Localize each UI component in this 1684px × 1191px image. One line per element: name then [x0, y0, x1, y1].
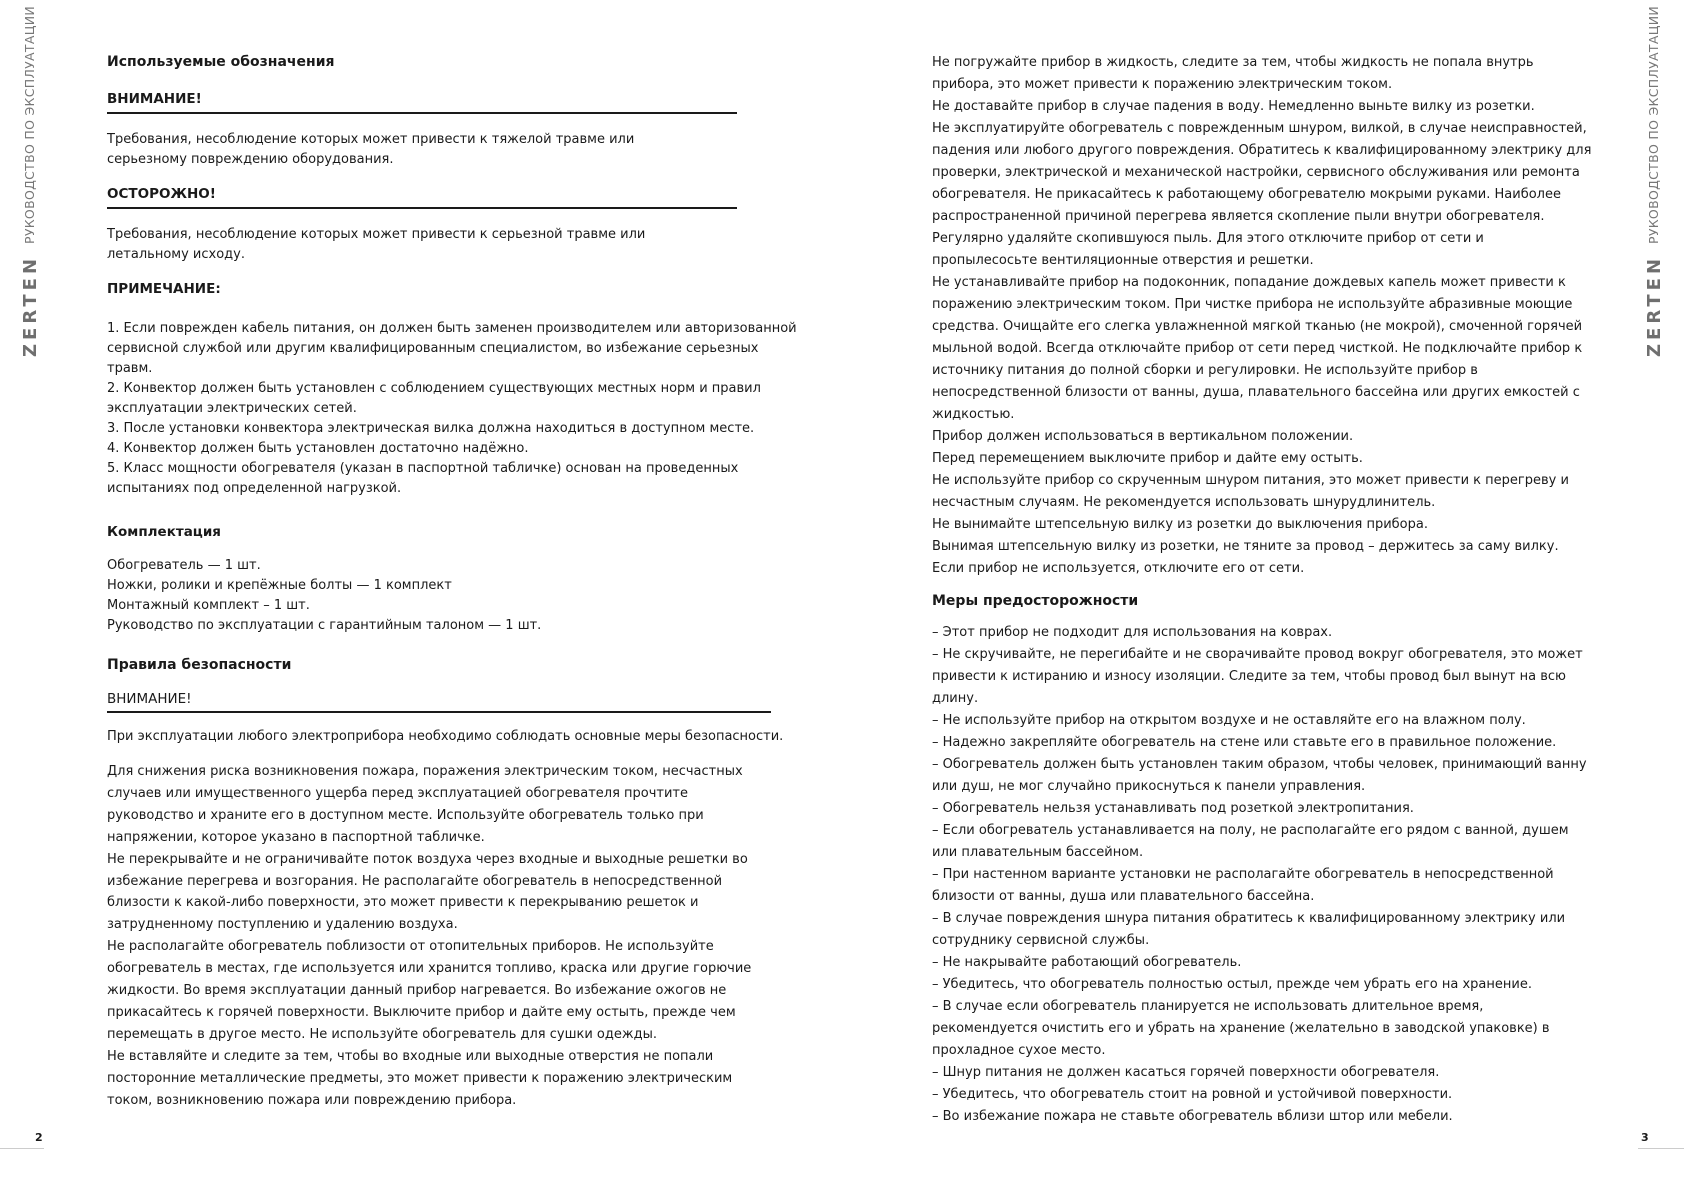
package-title: Комплектация	[107, 524, 221, 540]
warning-rule	[107, 112, 737, 114]
safety-paragraph: Если прибор не используется, отключите его от сети.	[932, 561, 1305, 576]
note-item: 5. Класс мощности обогревателя (указан в паспортной табличке) основан на проведенных испытаниях под определенной нагрузкой.	[107, 461, 739, 496]
notes-list	[107, 319, 797, 499]
precaution-item: – Во избежание пожара не ставьте обогреватель вблизи штор или мебели.	[932, 1109, 1453, 1124]
symbols-title: Используемые обозначения	[107, 54, 335, 70]
safety-warning-rule	[107, 711, 771, 713]
safety-paragraphs	[107, 761, 772, 1112]
safety-paragraph: Не перекрывайте и не ограничивайте поток воздуха через входные и выходные решетки во избежание перегрева и возгорания. Не располагайте обогреватель в непосредственной близости к какой-либо поверхности, это может привести к перекрыванию решеток и затрудненному поступлению и удалению воздуха.	[107, 851, 748, 933]
safety-title: Правила безопасности	[107, 657, 292, 673]
package-item: Обогреватель — 1 шт.	[107, 558, 261, 573]
caution-text: Требования, несоблюдение которых может привести к серьезной травме или летальному исходу.	[107, 227, 646, 262]
precaution-item: – При настенном варианте установки не располагайте обогреватель в непосредственной близости от ванны, душа или плавательного бассейна.	[932, 867, 1554, 904]
precaution-item: – Убедитесь, что обогреватель полностью остыл, прежде чем убрать его на хранение.	[932, 977, 1532, 992]
safety-paragraph: Не устанавливайте прибор на подоконник, попадание дождевых капель может привести к поражению электрическим током. При чистке прибора не используйте абразивные моющие средства. Очищайте его слегка увлажненной мягкой тканью (не мокрой), смоченной горячей мыльной водой. Всегда отключайте прибор от сети перед чисткой. Не подключайте прибор к источнику питания до полной сборки и регулировки. Не используйте прибор в непосредственной близости от ванны, душа, плавательного бассейна или других емкостей с жидкостью.	[932, 275, 1583, 422]
page-footer-rule-right	[1638, 1148, 1684, 1149]
package-item: Монтажный комплект – 1 шт.	[107, 598, 310, 613]
precaution-item: – Убедитесь, что обогреватель стоит на ровной и устойчивой поверхности.	[932, 1087, 1453, 1102]
safety-paragraph: Не располагайте обогреватель поблизости от отопительных приборов. Не используйте обогреватель в местах, где используется или хранится топливо, краска или другие горючие жидкости. Во время эксплуатации данный прибор нагревается. Во избежание ожогов не прикасайтесь к горячей поверхности. Выключите прибор и дайте ему остыть, прежде чем перемещать в другое место. Не используйте обогреватель для сушки одежды.	[107, 939, 752, 1042]
right-page-content	[932, 52, 1592, 1128]
precaution-item: – В случае если обогреватель планируется не использовать длительное время, рекомендуется очистить его и убрать на хранение (желательно в заводской упаковке) в прохладное сухое место.	[932, 999, 1550, 1058]
safety-warning-label: ВНИМАНИЕ!	[107, 691, 192, 707]
page-footer-rule-left	[0, 1148, 44, 1149]
package-item: Ножки, ролики и крепёжные болты — 1 комплект	[107, 578, 452, 593]
page-number-right: 3	[1641, 1131, 1649, 1144]
precaution-item: – В случае повреждения шнура питания обратитесь к квалифицированному электрику или сотруднику сервисной службы.	[932, 911, 1566, 948]
left-page-content	[107, 52, 797, 1112]
precaution-item: – Этот прибор не подходит для использования на коврах.	[932, 625, 1333, 640]
note-item: 4. Конвектор должен быть установлен достаточно надёжно.	[107, 441, 529, 456]
precaution-item: – Не скручивайте, не перегибайте и не сворачивайте провод вокруг обогревателя, это может привести к истиранию и износу изоляции. Следите за тем, чтобы провод был вынут на всю длину.	[932, 647, 1583, 706]
brand-logo-right: ZERTEN	[1644, 254, 1665, 357]
safety-paragraph: Прибор должен использоваться в вертикальном положении.	[932, 429, 1354, 444]
safety-paragraph: Вынимая штепсельную вилку из розетки, не тяните за провод – держитесь за саму вилку.	[932, 539, 1559, 554]
safety-paragraph: Не вставляйте и следите за тем, чтобы во входные или выходные отверстия не попали посторонние металлические предметы, это может привести к поражению электрическим током, возникновению пожара или повреждению прибора.	[107, 1048, 733, 1108]
page-number-left: 2	[35, 1131, 43, 1144]
safety-paragraph: Перед перемещением выключите прибор и дайте ему остыть.	[932, 451, 1363, 466]
safety-paragraph: Не эксплуатируйте обогреватель с поврежденным шнуром, вилкой, в случае неисправностей, падения или любого другого повреждения. Обратитесь к квалифицированному электрику для проверки, электрической и механической настройки, сервисного обслуживания или ремонта обогревателя. Не прикасайтесь к работающему обогревателю мокрыми руками. Наиболее распространенной причиной перегрева является скопление пыли внутри обогревателя. Регулярно удаляйте скопившуюся пыль. Для этого отключите прибор от сети и пропылесосьте вентиляционные отверстия и решетки.	[932, 121, 1592, 268]
warning-text: Требования, несоблюдение которых может привести к тяжелой травме или серьезному повреждению оборудования.	[107, 132, 635, 167]
brand-logo-left: ZERTEN	[20, 254, 41, 357]
safety-paragraph: Не погружайте прибор в жидкость, следите за тем, чтобы жидкость не попала внутрь прибора, это может привести к поражению электрическим током.	[932, 55, 1534, 92]
note-item: 1. Если поврежден кабель питания, он должен быть заменен производителем или авторизованной сервисной службой или другим квалифицированным специалистом, во избежание серьезных травм.	[107, 321, 797, 376]
package-list	[107, 556, 797, 636]
safety-paragraph: Не вынимайте штепсельную вилку из розетки до выключения прибора.	[932, 517, 1428, 532]
package-item: Руководство по эксплуатации с гарантийным талоном — 1 шт.	[107, 618, 542, 633]
warning-label: ВНИМАНИЕ!	[107, 91, 202, 107]
note-item: 2. Конвектор должен быть установлен с соблюдением существующих местных норм и правил эксплуатации электрических сетей.	[107, 381, 761, 416]
caution-rule	[107, 207, 737, 209]
safety-paragraphs-continued	[932, 52, 1592, 580]
note-label: ПРИМЕЧАНИЕ:	[107, 281, 221, 297]
precaution-item: – Не накрывайте работающий обогреватель.	[932, 955, 1242, 970]
precautions-title: Меры предосторожности	[932, 593, 1139, 609]
precaution-item: – Шнур питания не должен касаться горячей поверхности обогревателя.	[932, 1065, 1440, 1080]
precaution-item: – Если обогреватель устанавливается на полу, не располагайте его рядом с ванной, душем или плавательным бассейном.	[932, 823, 1569, 860]
precaution-item: – Обогреватель нельзя устанавливать под розеткой электропитания.	[932, 801, 1414, 816]
safety-paragraph: Не доставайте прибор в случае падения в воду. Немедленно выньте вилку из розетки.	[932, 99, 1535, 114]
running-head-right: РУКОВОДСТВО ПО ЭКСПЛУАТАЦИИ	[1646, 5, 1661, 244]
precaution-item: – Обогреватель должен быть установлен таким образом, чтобы человек, принимающий ванну или душ, не мог случайно прикоснуться к панели управления.	[932, 757, 1587, 794]
safety-intro: При эксплуатации любого электроприбора необходимо соблюдать основные меры безопасности.	[107, 729, 784, 744]
precaution-item: – Не используйте прибор на открытом воздухе и не оставляйте его на влажном полу.	[932, 713, 1526, 728]
note-item: 3. После установки конвектора электрическая вилка должна находиться в доступном месте.	[107, 421, 755, 436]
precaution-item: – Надежно закрепляйте обогреватель на стене или ставьте его в правильное положение.	[932, 735, 1557, 750]
safety-paragraph: Для снижения риска возникновения пожара, поражения электрическим током, несчастных случаев или имущественного ущерба перед эксплуатацией обогревателя прочтите руководство и храните его в доступном месте. Используйте обогреватель только при напряжении, которое указано в паспортной табличке.	[107, 764, 743, 845]
running-head-left: РУКОВОДСТВО ПО ЭКСПЛУАТАЦИИ	[22, 5, 37, 244]
precautions-list	[932, 622, 1592, 1128]
safety-paragraph: Не используйте прибор со скрученным шнуром питания, это может привести к перегреву и несчастным случаям. Не рекомендуется использовать шнурудлинитель.	[932, 473, 1569, 510]
caution-label: ОСТОРОЖНО!	[107, 186, 216, 202]
